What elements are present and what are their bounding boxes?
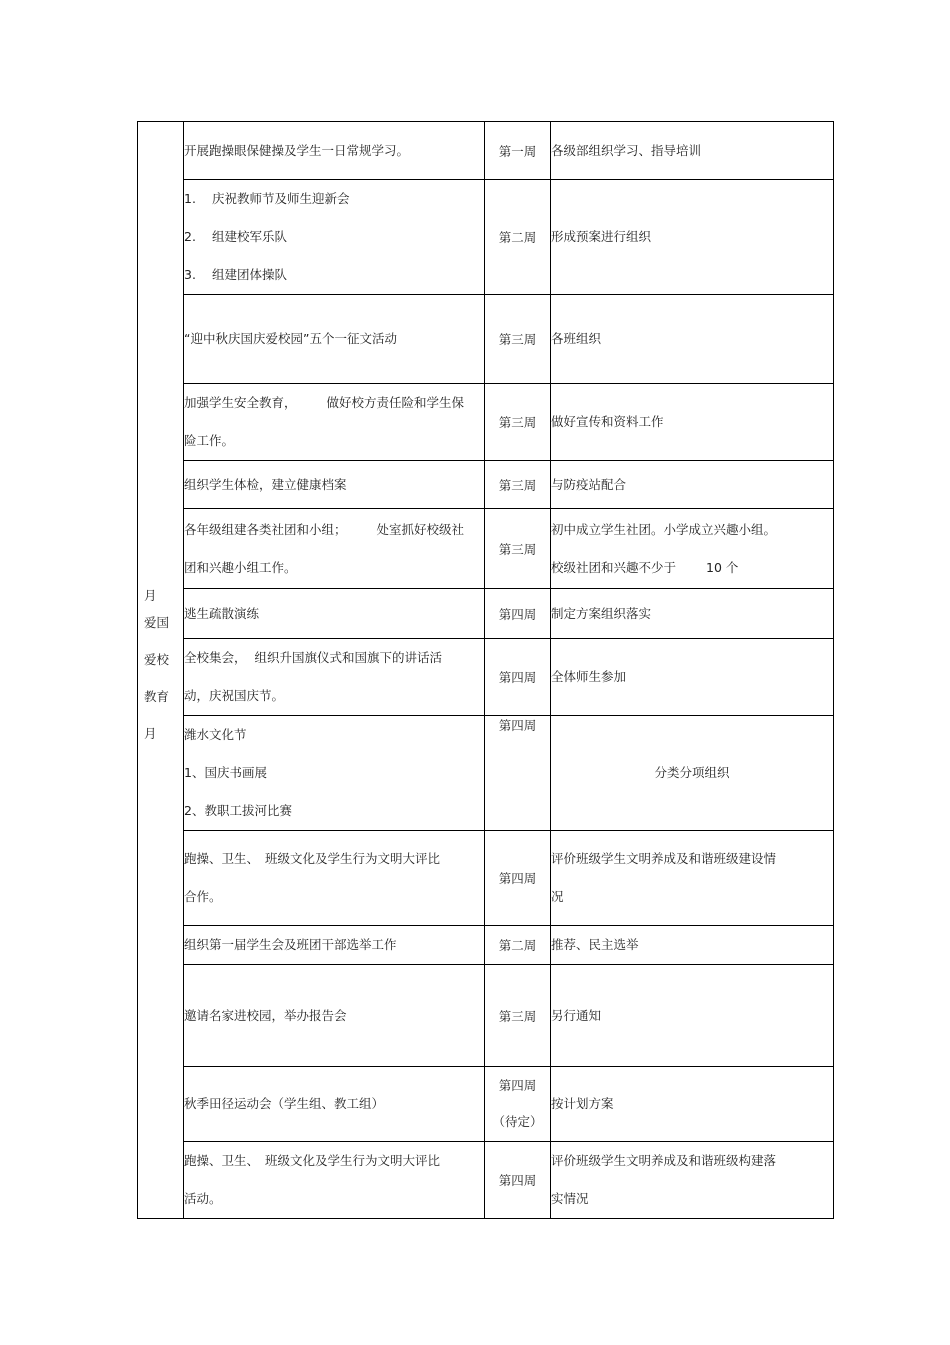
activity-text: 逃生疏散演练 — [184, 605, 260, 621]
activity-cell — [184, 509, 485, 589]
table-row — [138, 295, 834, 384]
note-text: 制定方案组织落实 — [551, 605, 652, 621]
month-theme-cell — [138, 122, 184, 1219]
note-text: 实情况 — [551, 1191, 589, 1206]
note-cell — [551, 461, 834, 509]
week-cell — [485, 384, 551, 461]
activity-cell — [184, 384, 485, 461]
note-text: 按计划方案 — [551, 1096, 614, 1111]
month-label-line: 月 — [144, 726, 157, 741]
week-text: 第一周 — [498, 143, 537, 159]
activity-cell — [184, 1142, 485, 1219]
note-cell — [551, 926, 834, 965]
activity-cell — [184, 716, 485, 831]
table-row — [138, 461, 834, 509]
activity-text: 组建校军乐队 — [212, 229, 288, 244]
activity-text: 全校集会， — [184, 650, 247, 665]
activity-text: 处室抓好校级社 — [376, 521, 465, 537]
activity-text: 险工作。 — [184, 433, 235, 448]
activity-text: 潍水文化节 — [184, 727, 247, 742]
activity-cell — [184, 461, 485, 509]
week-text: 第三周 — [498, 332, 537, 347]
month-label-line: 月 — [144, 588, 157, 603]
month-label-line: 爱国 — [144, 615, 170, 630]
note-text: 形成预案进行组织 — [551, 229, 652, 244]
list-number: 3. — [184, 267, 196, 282]
note-cell — [551, 589, 834, 639]
week-text: 第四周 — [498, 1078, 537, 1093]
week-text: 第三周 — [498, 1008, 537, 1024]
activity-text: 跑操、卫生、 — [184, 851, 260, 866]
month-label-line: 爱校 — [144, 652, 170, 667]
activity-text: 活动。 — [184, 1191, 222, 1206]
table-row — [138, 509, 834, 589]
note-text: 各班组织 — [551, 331, 602, 346]
week-text: 第四周 — [498, 871, 537, 886]
note-cell — [551, 122, 834, 180]
week-text: 第三周 — [498, 415, 537, 430]
week-text: 第四周 — [498, 1173, 537, 1188]
activity-text: 班级文化及学生行为文明大评比 — [265, 1153, 441, 1168]
table-row — [138, 639, 834, 716]
note-cell — [551, 639, 834, 716]
week-cell — [485, 589, 551, 639]
activity-cell — [184, 1067, 485, 1142]
activity-cell — [184, 639, 485, 716]
note-cell — [551, 716, 834, 831]
table-row — [138, 1142, 834, 1219]
note-text: 初中成立学生社团。小学成立兴趣小组。 — [551, 521, 777, 537]
activity-text: “迎中秋庆国庆爱校园”五个一征文活动 — [184, 331, 397, 346]
table-row — [138, 831, 834, 926]
note-cell — [551, 384, 834, 461]
activity-text: 组织学生体检，建立健康档案 — [184, 476, 347, 492]
activity-cell — [184, 122, 485, 180]
activity-text: 1、国庆书画展 — [184, 765, 267, 780]
week-text: 第三周 — [498, 541, 537, 557]
activity-text: 邀请名家进校园，举办报告会 — [184, 1007, 347, 1023]
activity-text: 跑操、卫生、 — [184, 1153, 260, 1168]
note-cell — [551, 831, 834, 926]
week-cell — [485, 639, 551, 716]
week-cell — [485, 831, 551, 926]
activity-text: 秋季田径运动会（学生组、教工组） — [184, 1096, 385, 1111]
note-cell — [551, 295, 834, 384]
activity-text: 开展跑操眼保健操及学生一日常规学习。 — [184, 142, 410, 158]
activity-plan-table — [137, 121, 834, 1219]
activity-text: 组织升国旗仪式和国旗下的讲话活 — [254, 650, 443, 665]
table-row — [138, 965, 834, 1067]
activity-text: 合作。 — [184, 889, 222, 904]
activity-cell — [184, 589, 485, 639]
note-cell — [551, 1142, 834, 1219]
week-cell — [485, 716, 551, 831]
activity-text: 2、教职工拔河比赛 — [184, 803, 292, 818]
activity-text: 各年级组建各类社团和小组； — [184, 521, 347, 537]
week-text: 第三周 — [498, 477, 537, 493]
activity-cell — [184, 926, 485, 965]
week-cell — [485, 122, 551, 180]
activity-text: 班级文化及学生行为文明大评比 — [265, 851, 441, 866]
week-cell — [485, 965, 551, 1067]
table-row — [138, 1067, 834, 1142]
activity-cell — [184, 965, 485, 1067]
activity-text: 团和兴趣小组工作。 — [184, 559, 297, 575]
table-row — [138, 180, 834, 295]
week-cell — [485, 926, 551, 965]
note-text: 与防疫站配合 — [551, 476, 627, 492]
week-text: 第四周 — [498, 606, 537, 622]
table-row — [138, 384, 834, 461]
week-cell — [485, 509, 551, 589]
activity-text: 组织第一届学生会及班团干部选举工作 — [184, 937, 397, 952]
activity-cell — [184, 180, 485, 295]
week-note-text: （待定） — [492, 1114, 543, 1129]
note-text: 评价班级学生文明养成及和谐班级建设情 — [551, 851, 777, 866]
note-cell — [551, 180, 834, 295]
activity-cell — [184, 831, 485, 926]
table-row — [138, 926, 834, 965]
note-text: 推荐、民主选举 — [551, 937, 639, 952]
table-row — [138, 589, 834, 639]
table-row — [138, 122, 834, 180]
note-text: 况 — [551, 889, 564, 904]
week-cell — [485, 1142, 551, 1219]
list-number: 2. — [184, 229, 196, 244]
note-cell — [551, 1067, 834, 1142]
note-text: 各级部组织学习、指导培训 — [551, 142, 702, 158]
week-cell — [485, 295, 551, 384]
activity-text: 加强学生安全教育， — [184, 395, 297, 410]
activity-text: 组建团体操队 — [212, 267, 288, 282]
note-cell — [551, 965, 834, 1067]
week-text: 第四周 — [498, 718, 537, 733]
note-text: 10 个 — [706, 559, 739, 575]
activity-text: 做好校方责任险和学生保 — [326, 395, 465, 410]
note-text: 评价班级学生文明养成及和谐班级构建落 — [551, 1153, 777, 1168]
activity-text: 动，庆祝国庆节。 — [184, 688, 285, 703]
week-text: 第二周 — [498, 230, 537, 245]
note-text: 另行通知 — [551, 1007, 602, 1023]
week-text: 第四周 — [498, 670, 537, 685]
week-cell — [485, 461, 551, 509]
week-text: 第二周 — [498, 938, 537, 953]
note-text: 校级社团和兴趣不少于 — [551, 559, 677, 575]
week-cell — [485, 1067, 551, 1142]
week-cell — [485, 180, 551, 295]
table-row — [138, 716, 834, 831]
activity-cell — [184, 295, 485, 384]
note-text: 全体师生参加 — [551, 669, 627, 684]
note-text: 做好宣传和资料工作 — [551, 414, 664, 429]
month-label-line: 教育 — [144, 689, 170, 704]
note-text: 分类分项组织 — [654, 765, 730, 780]
note-cell — [551, 509, 834, 589]
list-number: 1. — [184, 191, 196, 206]
activity-text: 庆祝教师节及师生迎新会 — [212, 191, 350, 206]
